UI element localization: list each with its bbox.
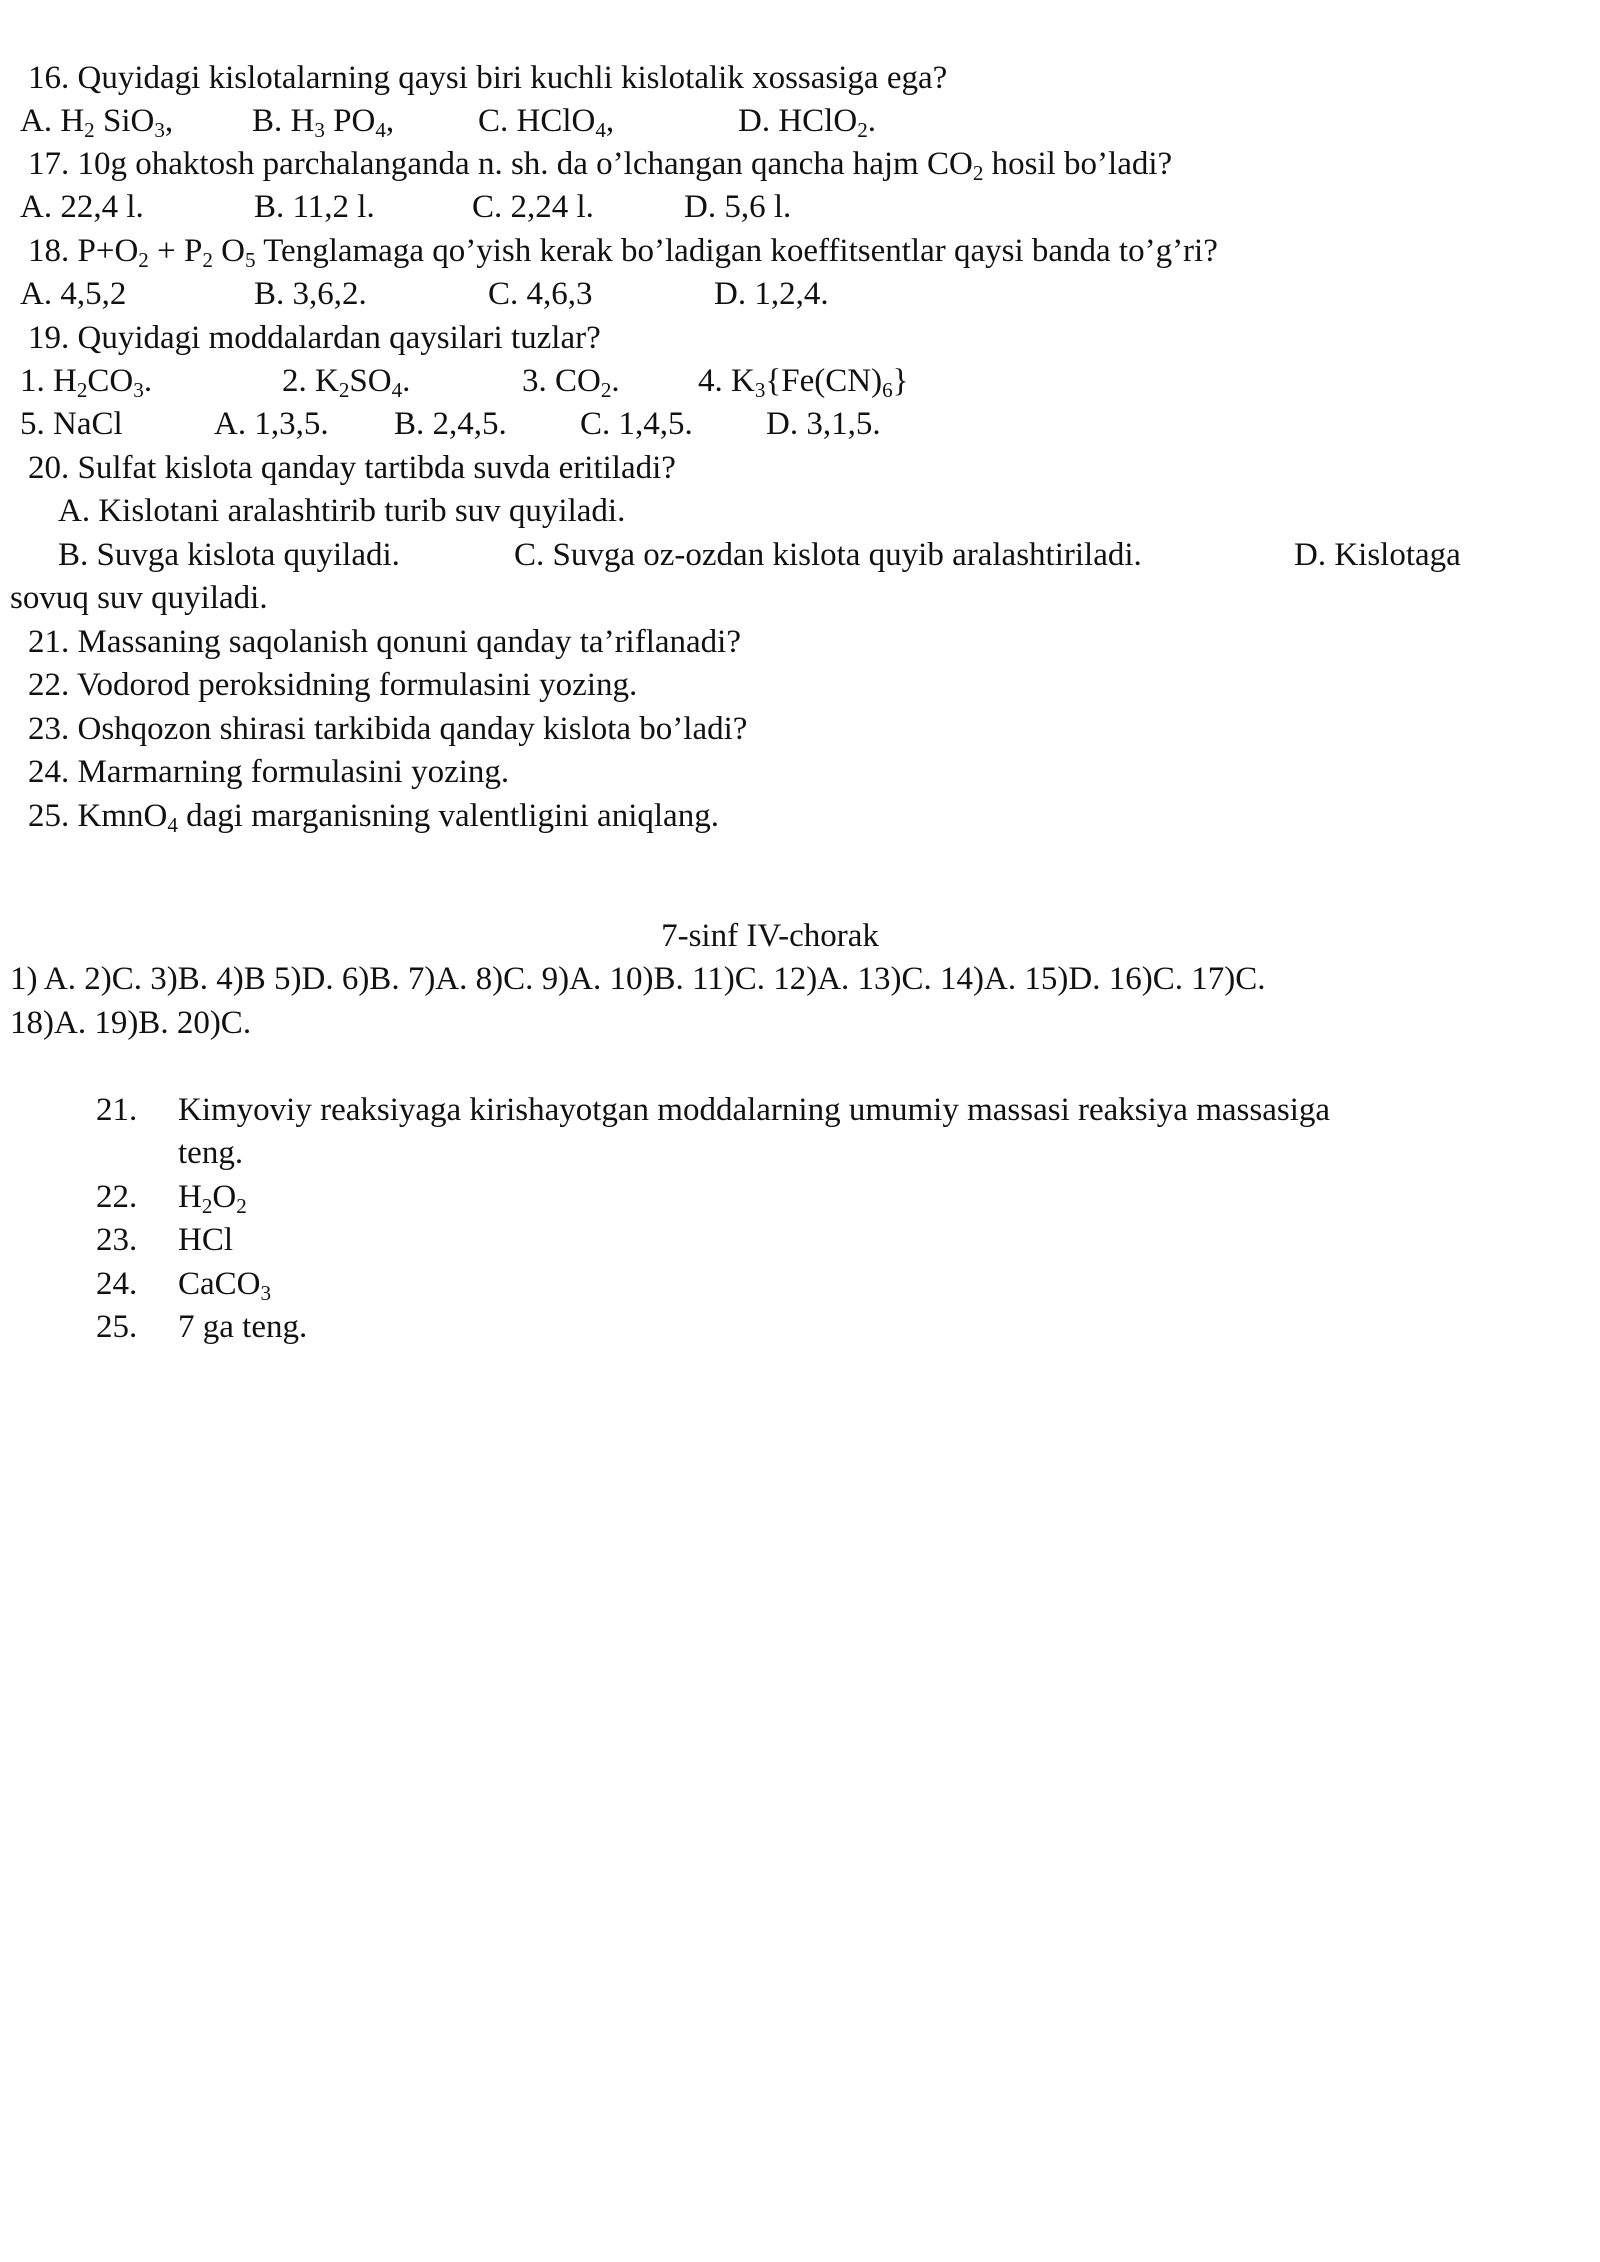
answer-formula: $H_2O_2$ <box>178 1179 247 1218</box>
answer-22 <box>96 1177 247 1217</box>
question-number: 21. <box>28 624 70 660</box>
option-c: C. HClO$_4$, <box>478 103 615 142</box>
option-a: A. 1,3,5. <box>214 406 329 442</box>
question-20 <box>28 448 676 488</box>
question-text: 10g ohaktosh parchalanganda n. sh. da o’lchangan qancha hajm CO <box>69 146 973 182</box>
question-22 <box>28 665 637 705</box>
answer-21-continued: teng. <box>178 1135 244 1171</box>
answer-text: Kimyoviy reaksiyaga kirishayotgan moddalarning umumiy massasi reaksiya massasiga <box>178 1092 1331 1128</box>
question-number: 25. <box>28 798 70 834</box>
option-d: D. 3,1,5. <box>766 406 881 442</box>
question-19-items <box>20 361 908 401</box>
item-5: 5. NaCl <box>20 406 123 442</box>
answer-24 <box>96 1264 271 1304</box>
item-4: 4. $K_3\{Fe(CN)_6\}$ <box>698 363 909 402</box>
answer-23 <box>96 1220 233 1260</box>
answer-21 <box>96 1090 1330 1130</box>
question-text: Sulfat kislota qanday tartibda suvda eritiladi? <box>69 450 676 486</box>
question-18: 18. $P+O_2 + P_2$ $O_5$ Tenglamaga qo’yish kerak bo’ladigan koeffitsentlar qaysi banda to’g’ri? <box>28 233 1218 272</box>
answer-key-line-1: 1) A. 2)C. 3)B. 4)B 5)D. 6)B. 7)A. 8)C. 9)A. 10)B. 11)C. 12)A. 13)C. 14)A. 15)D. 16)C. 17)C. <box>10 961 1266 997</box>
option-c: C. 2,24 l. <box>472 189 594 225</box>
answer-formula: CaCO$_3$ <box>178 1266 272 1305</box>
option-d: D. HClO$_2$. <box>738 103 876 142</box>
question-16-options <box>20 101 876 141</box>
option-a: A. 4,5,2 <box>20 276 127 312</box>
item-1: 1. $H_2CO_3$. <box>20 363 153 402</box>
question-text: P+O <box>69 233 139 269</box>
question-text: Marmarning formulasini yozing. <box>69 754 510 790</box>
option-b: B. $H_3$ $PO_4$, <box>252 103 395 142</box>
option-b: B. 3,6,2. <box>254 276 367 312</box>
option-b: B. 2,4,5. <box>394 406 507 442</box>
question-21 <box>28 622 741 662</box>
item-3: 3. $CO_2$. <box>522 363 620 402</box>
question-text: Oshqozon shirasi tarkibida qanday kislota bo’ladi? <box>69 711 748 747</box>
question-18-options <box>20 274 829 314</box>
question-number: 20. <box>28 450 70 486</box>
answer-key-line-2: 18)A. 19)B. 20)C. <box>10 1005 252 1041</box>
answer-text: 7 ga teng. <box>178 1309 308 1345</box>
option-a: A. $H_2$ SiO$_3$, <box>20 103 174 142</box>
question-text: Massaning saqolanish qonuni qanday ta’riflanadi? <box>69 624 741 660</box>
answer-number: 22. <box>96 1179 138 1215</box>
question-text: KmnO <box>69 798 168 834</box>
option-d: D. 1,2,4. <box>714 276 829 312</box>
answer-25 <box>96 1307 307 1347</box>
answer-number: 24. <box>96 1266 138 1302</box>
answer-number: 25. <box>96 1309 138 1345</box>
answer-number: 23. <box>96 1222 138 1258</box>
question-24 <box>28 752 509 792</box>
option-c: C. 1,4,5. <box>580 406 693 442</box>
question-17-options <box>20 187 791 227</box>
option-d-continued: sovuq suv quyiladi. <box>10 580 268 616</box>
answers-heading: 7-sinf IV-chorak <box>661 918 879 954</box>
answer-number: 21. <box>96 1092 138 1128</box>
question-20-options-row <box>58 535 1461 575</box>
option-a: A. 22,4 l. <box>20 189 144 225</box>
option-c: C. 4,6,3 <box>488 276 593 312</box>
question-number: 16. <box>28 60 70 96</box>
question-number: 22. <box>28 667 70 703</box>
question-text: Quyidagi kislotalarning qaysi biri kuchli kislotalik xossasiga ega? <box>69 60 948 96</box>
option-a: A. Kislotani aralashtirib turib suv quyiladi. <box>58 493 626 529</box>
question-number: 19. <box>28 320 70 356</box>
question-number: 17. <box>28 146 70 182</box>
option-b: B. Suvga kislota quyiladi. <box>58 537 400 573</box>
option-c: C. Suvga oz-ozdan kislota quyib aralashtiriladi. <box>514 537 1142 573</box>
question-23 <box>28 709 747 749</box>
item-2: 2. $K_2SO_4$. <box>282 363 411 402</box>
question-text: Quyidagi moddalardan qaysilari tuzlar? <box>69 320 601 356</box>
answer-text: HCl <box>178 1222 234 1258</box>
question-text: Vodorod peroksidning formulasini yozing. <box>69 667 638 703</box>
question-number: 24. <box>28 754 70 790</box>
question-19-options <box>20 404 881 444</box>
option-d: D. Kislotaga <box>1294 537 1461 573</box>
question-25: 25. KmnO$_4$ dagi marganisning valentligini aniqlang. <box>28 798 719 837</box>
question-19 <box>28 318 601 358</box>
option-d: D. 5,6 l. <box>684 189 792 225</box>
question-17: 17. 10g ohaktosh parchalanganda n. sh. da o’lchangan qancha hajm $CO_2$ hosil bo’ladi? <box>28 146 1173 185</box>
question-number: 23. <box>28 711 70 747</box>
question-16 <box>28 58 947 98</box>
option-b: B. 11,2 l. <box>254 189 375 225</box>
question-number: 18. <box>28 233 70 269</box>
